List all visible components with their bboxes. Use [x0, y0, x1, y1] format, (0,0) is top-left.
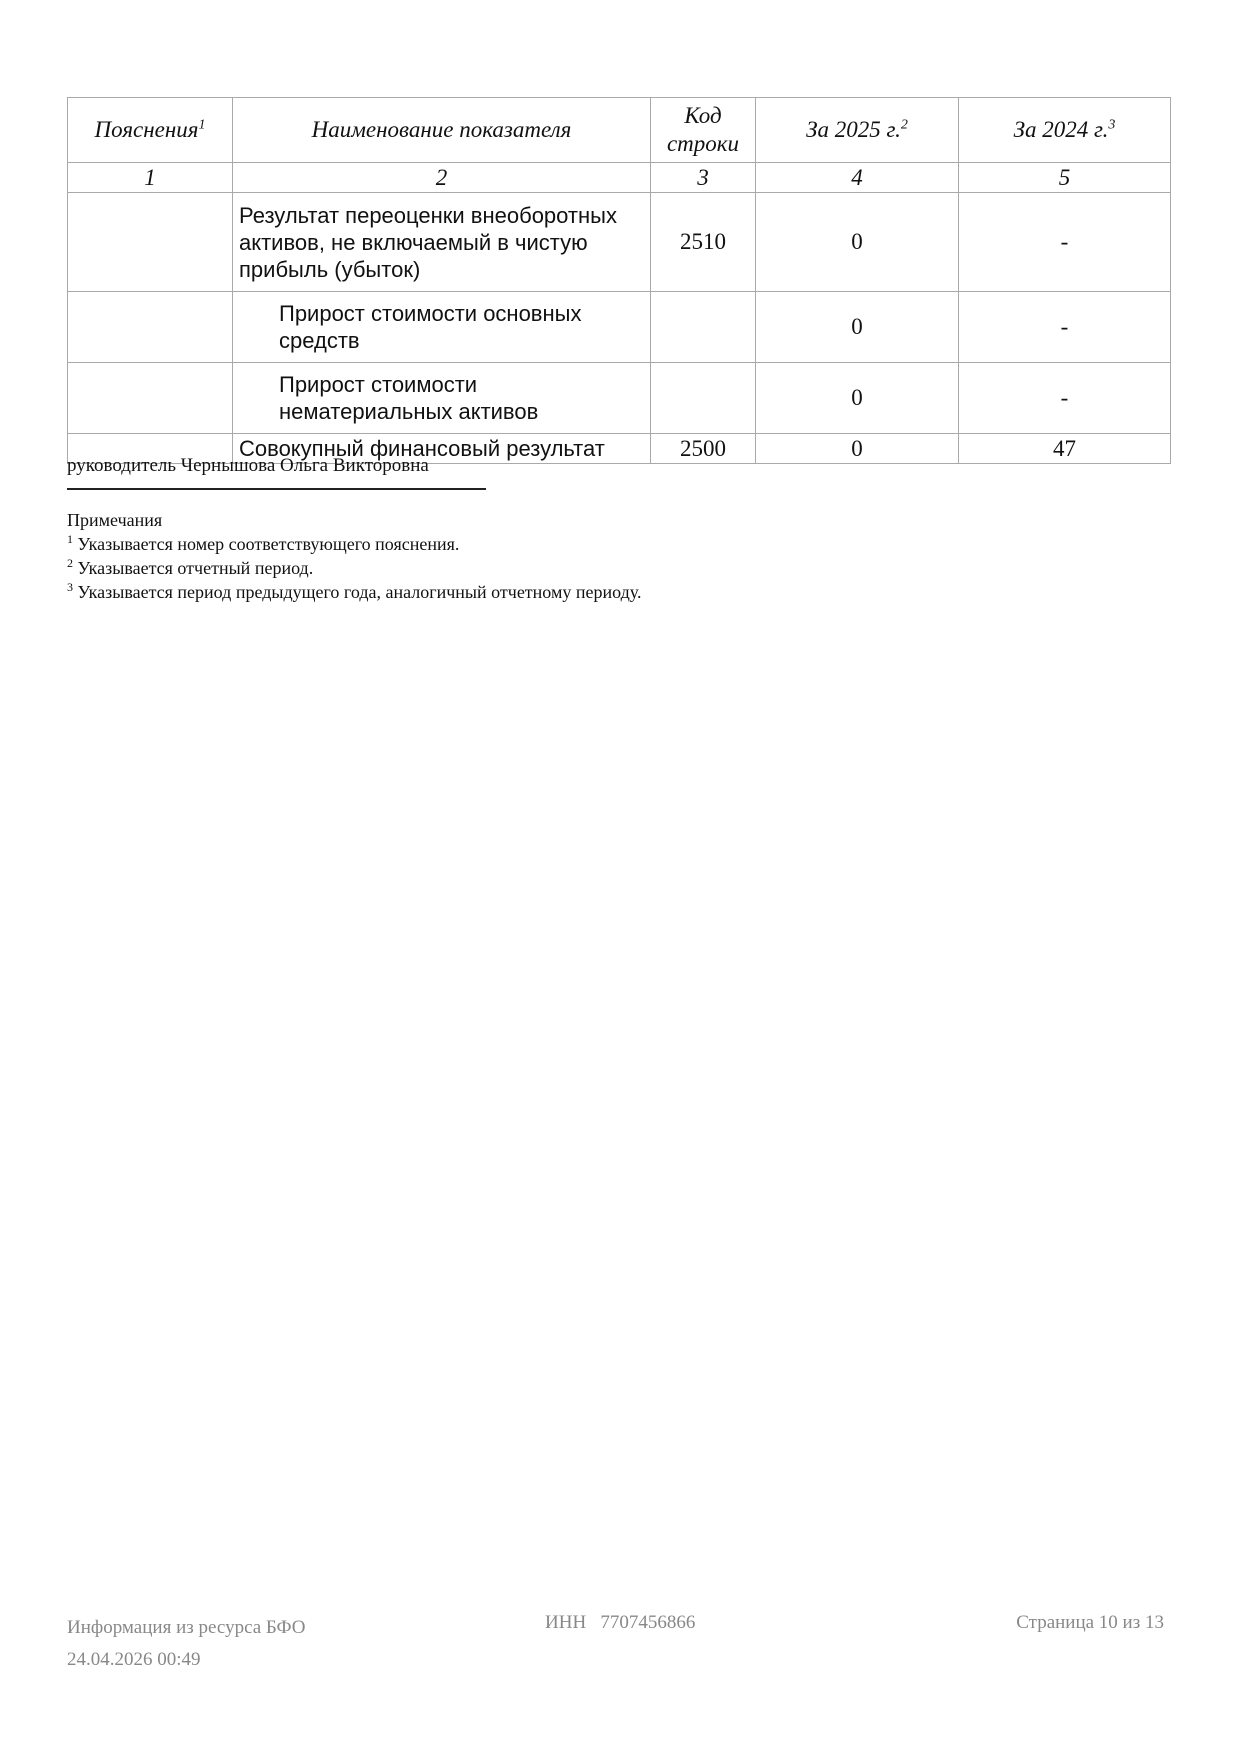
notes-title: Примечания: [67, 510, 163, 530]
note-item: $^1$ Указывается номер соответствующего пояснения.: [67, 532, 460, 554]
indicator-name: Совокупный финансовый результат: [233, 434, 651, 464]
indent-cell: [233, 363, 273, 433]
footer-page-number: Страница 10 из 13: [1016, 1612, 1164, 1633]
column-number: 4: [756, 163, 959, 193]
indicator-name: Прирост стоимости нематериальных активов: [279, 372, 539, 424]
line-code: 2500: [651, 434, 756, 464]
note-item: $^3$ Указывается период предыдущего года, аналогичный отчетному периоду.: [67, 580, 642, 602]
table-row: [68, 363, 1171, 434]
header-line-code: Код строки: [651, 98, 756, 163]
notes-section: [67, 508, 641, 604]
inn-label: ИНН: [545, 1612, 587, 1633]
value-2024: 47: [959, 434, 1171, 464]
line-code: [651, 363, 756, 434]
header-year-2024: За 2024 г.$^3$: [959, 98, 1171, 163]
inn-value: 7707456866: [600, 1612, 696, 1633]
header-indicator-name: Наименование показателя: [233, 98, 651, 163]
footer-datetime: 24.04.2026 00:49: [67, 1649, 201, 1670]
column-number: 2: [233, 163, 651, 193]
indicator-name-cell: [233, 292, 651, 363]
column-number: 5: [959, 163, 1171, 193]
signature-line: [67, 488, 486, 490]
footer-inn: [545, 1612, 695, 1634]
value-2025: 0: [756, 292, 959, 363]
line-code: [651, 292, 756, 363]
indicator-name: Результат переоценки внеоборотных активов, не включаемый в чистую прибыль (убыток): [233, 193, 651, 292]
indicator-name: Прирост стоимости основных средств: [279, 301, 582, 353]
footer-source: [67, 1612, 306, 1676]
financial-results-table: [67, 97, 1171, 464]
signer-text: руководитель Чернышова Ольга Викторовна: [67, 455, 429, 476]
table-row: [68, 193, 1171, 292]
explanation-cell: [68, 292, 233, 363]
footer-source-text: Информация из ресурса БФО: [67, 1617, 306, 1638]
column-number: 3: [651, 163, 756, 193]
value-2024: -: [959, 292, 1171, 363]
value-2025: 0: [756, 363, 959, 434]
header-year-2025: За 2025 г.$^2$: [756, 98, 959, 163]
table-header-row: [68, 98, 1171, 163]
value-2025: 0: [756, 193, 959, 292]
line-code: 2510: [651, 193, 756, 292]
note-item: $^2$ Указывается отчетный период.: [67, 556, 314, 578]
indicator-name-cell: [233, 363, 651, 434]
explanation-cell: [68, 193, 233, 292]
column-number-row: [68, 163, 1171, 193]
explanation-cell: [68, 363, 233, 434]
value-2024: -: [959, 363, 1171, 434]
indent-cell: [233, 292, 273, 362]
column-number: 1: [68, 163, 233, 193]
value-2024: -: [959, 193, 1171, 292]
value-2025: 0: [756, 434, 959, 464]
table-row: [68, 292, 1171, 363]
header-explanations: Пояснения$^1$: [68, 98, 233, 163]
